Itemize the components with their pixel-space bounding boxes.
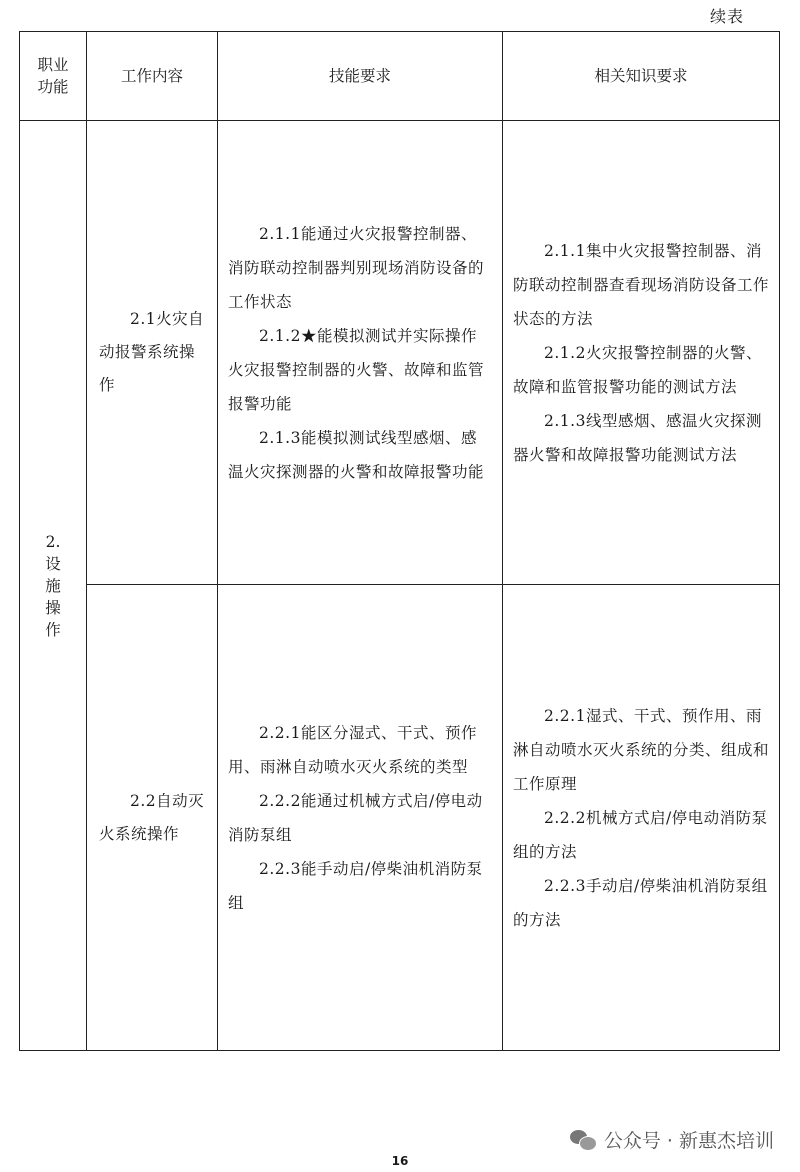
list-item: 2.1.2火灾报警控制器的火警、故障和监管报警功能的测试方法 (513, 343, 762, 396)
table-row (20, 585, 780, 1051)
occupation-skills-table (19, 31, 780, 1051)
page-number: 16 (391, 1154, 409, 1168)
wechat-watermark (570, 1126, 774, 1153)
header-work-content: 工作内容 (87, 32, 218, 121)
function-cell: 2. 设 施 操 作 (20, 121, 87, 1051)
header-skill-requirements: 技能要求 (218, 32, 503, 121)
list-item: 2.1.2★能模拟测试并实际操作火灾报警控制器的火警、故障和监管报警功能 (228, 326, 485, 413)
work-content-cell: 2.1火灾自动报警系统操作 (87, 121, 218, 585)
list-item: 2.1.3能模拟测试线型感烟、感温火灾探测器的火警和故障报警功能 (228, 428, 485, 481)
knowledge-requirements-cell (503, 121, 780, 585)
list-item: 2.1.3线型感烟、感温火灾探测器火警和故障报警功能测试方法 (513, 411, 762, 464)
header-function: 职业 功能 (20, 32, 87, 121)
wechat-icon (570, 1128, 598, 1152)
list-item: 2.2.1湿式、干式、预作用、雨淋自动喷水灭火系统的分类、组成和工作原理 (513, 706, 770, 793)
list-item: 2.1.1集中火灾报警控制器、消防联动控制器查看现场消防设备工作状态的方法 (513, 241, 770, 328)
knowledge-requirements-cell (503, 585, 780, 1051)
list-item: 2.2.2能通过机械方式启/停电动消防泵组 (228, 791, 483, 844)
list-item: 2.1.1能通过火灾报警控制器、消防联动控制器判别现场消防设备的工作状态 (228, 224, 485, 311)
header-row (20, 32, 780, 121)
skill-requirements-cell (218, 121, 503, 585)
list-item: 2.2.3能手动启/停柴油机消防泵组 (228, 859, 483, 912)
watermark-text: 公众号 · 新惠杰培训 (603, 1130, 774, 1152)
continued-label: 续表 (709, 7, 744, 26)
work-content-cell: 2.2自动灭火系统操作 (87, 585, 218, 1051)
list-item: 2.2.1能区分湿式、干式、预作用、雨淋自动喷水灭火系统的类型 (228, 723, 477, 776)
list-item: 2.2.2机械方式启/停电动消防泵组的方法 (513, 808, 768, 861)
header-knowledge-requirements: 相关知识要求 (503, 32, 780, 121)
list-item: 2.2.3手动启/停柴油机消防泵组的方法 (513, 876, 768, 929)
table-row (20, 121, 780, 585)
skill-requirements-cell (218, 585, 503, 1051)
